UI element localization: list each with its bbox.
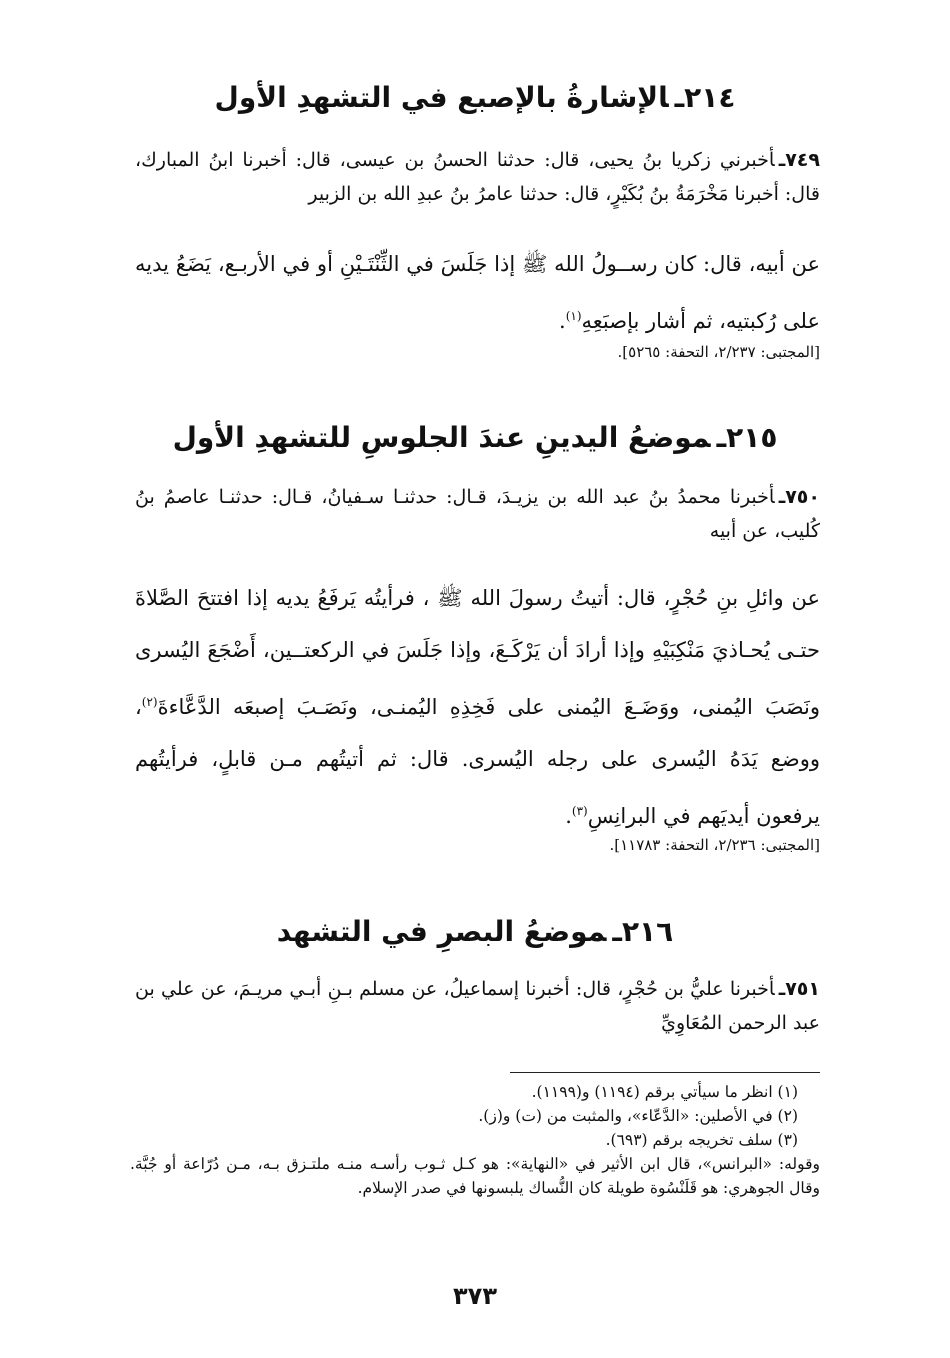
chapter-heading-216: [130, 912, 820, 952]
hadith-matn-749: عن أبيه، قال: كان رســولُ الله ﷺ إذا جَلَسَ في الثِّنْتَـيْنِ أو في الأربـع، يَضَعُ يديه على رُكبتيه، ثم أشار بإصبَعِهِ$^{(١)}$.: [135, 252, 820, 333]
isnad-text: أخبرنا عليُّ بن حُجْرٍ، قال: أخبرنا إسماعيلُ، عن مسلم بـنِ أبـي مريـمَ، عن علي بن عبد الرحمن المُعَاوِيِّ: [135, 978, 820, 1034]
hadith-reference: [المجتبى: ٢/٢٣٧، التحفة: ٥٢٦٥].: [617, 343, 820, 361]
footnote-3: (٣) سلف تخريجه برقم (٦٩٣).: [605, 1131, 798, 1149]
footnote-2: (٢) في الأصلين: «الدَّعّاء»، والمثبت من (ت) و(ز).: [478, 1107, 798, 1125]
hadith-isnad-749: [135, 143, 820, 211]
hadith-number: ٧٤٩ـ: [778, 149, 820, 171]
isnad-text: أخبرني زكريا بنُ يحيى، قال: حدثنا الحسنُ بن عيسى، قال: أخبرنا ابنُ المبارك، قال: أخبرنا مَخْرَمَةُ بنُ بُكَيْرٍ، قال: حدثنا عامرُ بنُ عبدِ الله بن الزبير: [135, 149, 820, 205]
chapter-heading-214: [130, 78, 820, 118]
matn-text: عن أبيه، قال: كان رســولُ الله ﷺ إذا جَلَسَ في الثِّنْتَـيْنِ أو في الأربـع، يَضَعُ يديه على رُكبتيه، ثم أشار بإصبَعِهِ: [135, 252, 820, 333]
footnote-marker: (١): [565, 309, 582, 323]
chapter-title: موضعُ البصرِ في التشهد: [276, 915, 607, 948]
chapter-number: ٢١٥ـ: [716, 421, 778, 454]
chapter-title: الإشارةُ بالإصبع في التشهدِ الأول: [214, 81, 669, 114]
hadith-matn-750: عن وائلِ بنِ حُجْرٍ، قال: أتيتُ رسولَ الله ﷺ ، فرأيتُه يَرفَعُ يديه إذا افتتحَ الصَّلاةَ حتـى يُحـاذيَ مَنْكِبَيْهِ وإذا أرادَ أن يَرْكَـعَ، وإذا جَلَسَ في الركعتــين، أَضْجَعَ اليُسرى ونَصَبَ اليُمنى، ووَضَـعَ اليُمنى على فَخِذِهِ اليُمنـى، ونَصَـبَ إصبعَه الدَّعَّاءةَ$^{(٢)}$، ووضع يَدَهُ اليُسرى على رجله اليُسرى. قال: ثم أتيتُهم مـن قابلٍ، فرأيتُهم يرفعون أيديَهم في البرانِسِ$^{(٣)}$.: [135, 586, 820, 828]
hadith-isnad-751: [135, 972, 820, 1040]
page-number: ٣٧٣: [453, 1282, 497, 1310]
footnote-marker: (٣): [571, 804, 588, 818]
footnotes: [130, 1080, 820, 1200]
footnote-1: (١) انظر ما سيأتي برقم (١١٩٤) و(١١٩٩).: [531, 1083, 798, 1101]
footnote-explanation: وقوله: «البرانس»، قال ابن الأثير في «النهاية»: هو كـل ثـوب رأسـه منـه ملتـزق بـه، مـن دُرّاعة أو جُبَّة. وقال الجوهري: هو قَلَنْسُوة طويلة كان النُّساك يلبسونها في صدر الإسلام.: [130, 1155, 820, 1197]
hadith-isnad-750: [135, 480, 820, 548]
matn-text-part-a: عن وائلِ بنِ حُجْرٍ، قال: أتيتُ رسولَ الله ﷺ ، فرأيتُه يَرفَعُ يديه إذا افتتحَ الصَّلاةَ حتـى يُحـاذيَ مَنْكِبَيْهِ وإذا أرادَ أن يَرْكَـعَ، وإذا جَلَسَ في الركعتــين، أَضْجَعَ اليُسرى ونَصَبَ اليُمنى، ووَضَـعَ اليُمنى على فَخِذِهِ اليُمنـى، ونَصَـبَ إصبعَه الدَّعَّاءةَ: [135, 586, 820, 719]
footnote-marker: (٢): [141, 695, 158, 709]
hadith-reference: [المجتبى: ٢/٢٣٦، التحفة: ١١٧٨٣].: [609, 836, 820, 854]
chapter-title: موضعُ اليدينِ عندَ الجلوسِ للتشهدِ الأول: [172, 421, 711, 454]
hadith-number: ٧٥١ـ: [778, 978, 820, 1000]
chapter-number: ٢١٦ـ: [612, 915, 674, 948]
matn-text-part-b: ، ووضع يَدَهُ اليُسرى على رجله اليُسرى. قال: ثم أتيتُهم مـن قابلٍ، فرأيتُهم يرفعون أيديَهم في البرانِسِ: [135, 695, 820, 828]
isnad-text: أخبرنا محمدُ بنُ عبد الله بن يزيـدَ، قـال: حدثنـا سـفيانُ، قـال: حدثنـا عاصمُ بنُ كُليب، عن أبيه: [135, 486, 820, 542]
footnote-divider: [510, 1072, 820, 1073]
hadith-number: ٧٥٠ـ: [778, 486, 820, 508]
chapter-number: ٢١٤ـ: [674, 81, 736, 114]
chapter-heading-215: [130, 418, 820, 458]
